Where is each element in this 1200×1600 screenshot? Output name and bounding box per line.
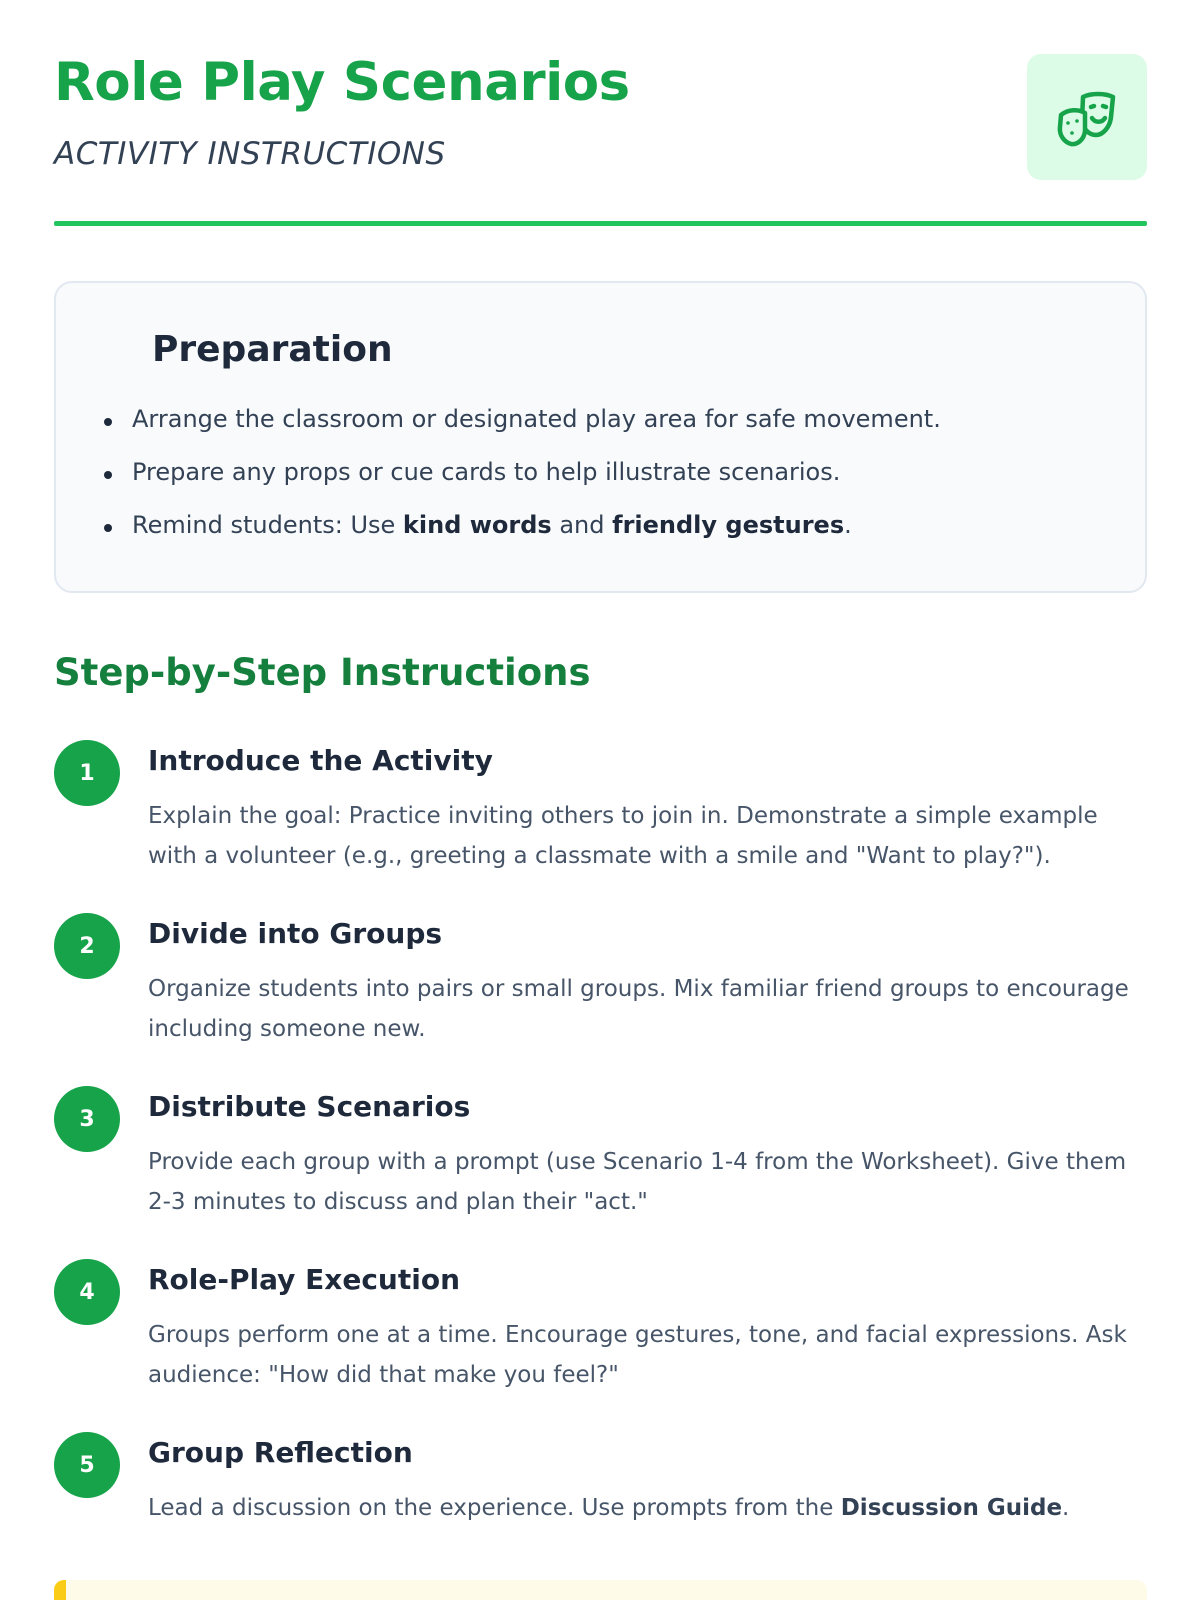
discussion-guide-reference: Discussion Guide bbox=[840, 1495, 1063, 1521]
step-title: Distribute Scenarios bbox=[148, 1090, 471, 1123]
preparation-item-text: Prepare any props or cue cards to help illustrate scenarios. bbox=[132, 458, 841, 486]
step-item bbox=[54, 740, 1147, 900]
emphasis-kind-words: kind words bbox=[402, 511, 552, 539]
preparation-card bbox=[54, 281, 1147, 593]
step-description: Explain the goal: Practice inviting others to join in. Demonstrate a simple example with a volunteer (e.g., greeting a classmate with a smile and "Want to play?"). bbox=[148, 803, 1098, 869]
page-title: Role Play Scenarios bbox=[54, 52, 630, 113]
step-description-text: . bbox=[1062, 1495, 1070, 1521]
step-number-badge: 2 bbox=[54, 913, 120, 979]
preparation-item bbox=[104, 511, 941, 564]
step-item bbox=[54, 1086, 1147, 1246]
step-description: Provide each group with a prompt (use Scenario 1-4 from the Worksheet). Give them 2-3 minutes to discuss and plan their "act." bbox=[148, 1149, 1127, 1215]
step-item bbox=[54, 1432, 1147, 1592]
step-number-badge: 3 bbox=[54, 1086, 120, 1152]
step-number-badge: 4 bbox=[54, 1259, 120, 1325]
preparation-item-text: . bbox=[844, 511, 852, 539]
steps-heading: Step-by-Step Instructions bbox=[54, 651, 591, 694]
preparation-item bbox=[104, 458, 941, 511]
step-description: Organize students into pairs or small groups. Mix familiar friend groups to encourage including someone new. bbox=[148, 976, 1129, 1042]
emphasis-friendly-gestures: friendly gestures bbox=[612, 511, 845, 539]
step-title: Introduce the Activity bbox=[148, 744, 493, 777]
step-number-badge: 5 bbox=[54, 1432, 120, 1498]
header bbox=[54, 0, 1147, 228]
step-description: Groups perform one at a time. Encourage gestures, tone, and facial expressions. Ask audience: "How did that make you feel?" bbox=[148, 1322, 1127, 1388]
step-description-text: Lead a discussion on the experience. Use prompts from the bbox=[148, 1495, 841, 1521]
preparation-item-text: Arrange the classroom or designated play area for safe movement. bbox=[132, 405, 941, 433]
theater-masks-icon-box bbox=[1027, 54, 1147, 180]
step-title: Group Reflection bbox=[148, 1436, 413, 1469]
step-title: Divide into Groups bbox=[148, 917, 443, 950]
step-description bbox=[148, 1488, 1148, 1528]
theater-masks-icon bbox=[1055, 85, 1119, 149]
step-title: Role-Play Execution bbox=[148, 1263, 461, 1296]
page bbox=[54, 0, 1147, 1521]
preparation-title: Preparation bbox=[152, 329, 393, 370]
preparation-item-text: and bbox=[551, 511, 613, 539]
step-item bbox=[54, 913, 1147, 1073]
header-divider bbox=[54, 221, 1147, 226]
preparation-item bbox=[104, 405, 941, 458]
note-card bbox=[54, 1580, 1147, 1600]
page-subtitle: ACTIVITY INSTRUCTIONS bbox=[54, 136, 446, 172]
preparation-item-text: Remind students: Use bbox=[132, 511, 403, 539]
step-number-badge: 1 bbox=[54, 740, 120, 806]
step-item bbox=[54, 1259, 1147, 1419]
note-accent-bar bbox=[54, 1580, 66, 1600]
preparation-list bbox=[104, 405, 941, 564]
